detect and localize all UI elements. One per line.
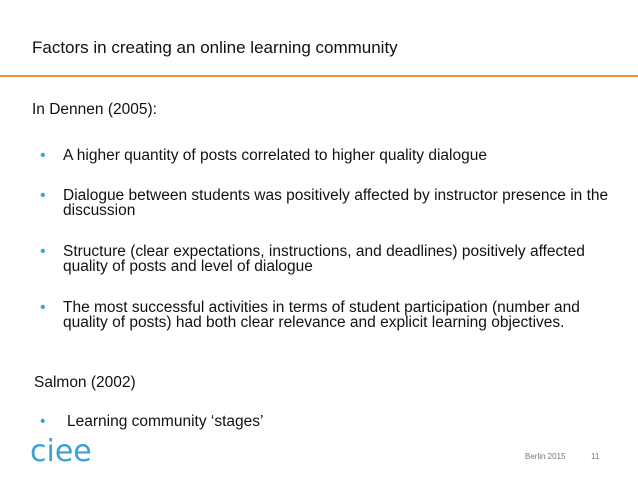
bullet-icon: • xyxy=(40,187,46,204)
bullet-text: A higher quantity of posts correlated to higher quality dialogue xyxy=(63,147,487,164)
bullet-text: The most successful activities in terms of student participation (number and quality of posts) had both clear relevance and explicit learning objectives. xyxy=(63,299,580,331)
intro-heading: In Dennen (2005): xyxy=(32,101,157,118)
bullet-text: Dialogue between students was positively affected by instructor presence in the discussion xyxy=(63,187,609,219)
footer-location: Berlin 2015 xyxy=(525,452,566,461)
title-divider xyxy=(0,75,638,77)
bullet-icon: • xyxy=(40,243,46,260)
secondary-heading: Salmon (2002) xyxy=(34,374,136,391)
slide-title: Factors in creating an online learning community xyxy=(32,38,398,57)
ciee-logo: ciee xyxy=(30,434,92,469)
bullet-icon: • xyxy=(40,147,46,164)
bullet-text: Learning community ‘stages’ xyxy=(67,413,264,430)
page-number: 11 xyxy=(591,452,600,461)
bullet-text: Structure (clear expectations, instructions, and deadlines) positively affected quality of posts and level of dialogue xyxy=(63,243,585,275)
bullet-icon: • xyxy=(40,299,46,316)
bullet-icon: • xyxy=(40,413,46,430)
